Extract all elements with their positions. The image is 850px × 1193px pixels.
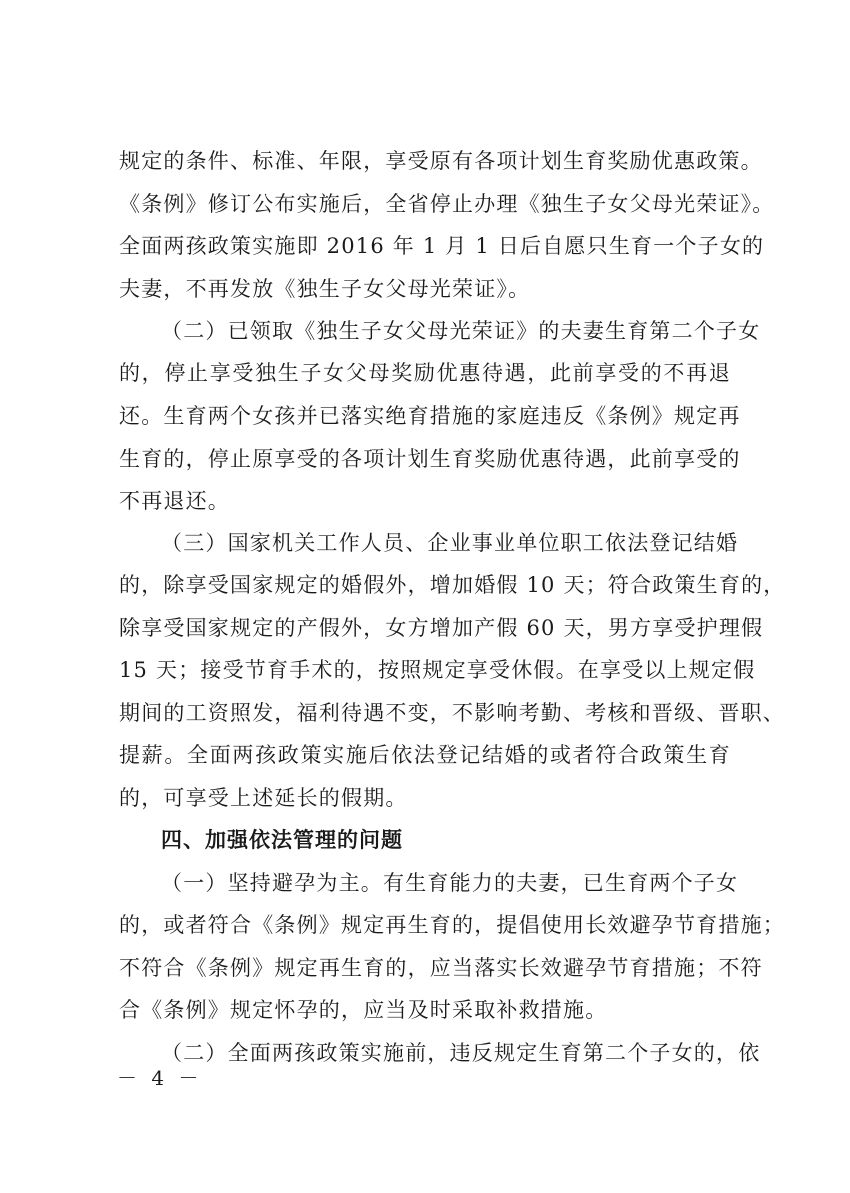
text-line: 还。生育两个女孩并已落实绝育措施的家庭违反《条例》规定再: [119, 404, 741, 428]
text-line: 不再退还。: [119, 489, 230, 513]
text-line: 夫妻，不再发放《独生子女父母光荣证》。: [119, 277, 531, 301]
paragraph-start-line: （一）坚持避孕为主。有生育能力的夫妻，已生育两个子女: [161, 871, 739, 895]
text-line: 《条例》修订公布实施后，全省停止办理《独生子女父母光荣证》。: [119, 192, 775, 216]
text-line: 规定的条件、标准、年限，享受原有各项计划生育奖励优惠政策。: [119, 149, 763, 173]
text-line: 期间的工资照发，福利待遇不变，不影响考勤、考核和晋级、晋职、: [119, 701, 785, 725]
text-line: 生育的，停止原享受的各项计划生育奖励优惠待遇，此前享受的: [119, 447, 741, 471]
text-line: 全面两孩政策实施即 2016 年 1 月 1 日后自愿只生育一个子女的: [119, 234, 765, 258]
text-line: 提薪。全面两孩政策实施后依法登记结婚的或者符合政策生育: [119, 743, 731, 767]
text-line: 的，或者符合《条例》规定再生育的，提倡使用长效避孕节育措施；: [119, 913, 785, 937]
text-line: 的，除享受国家规定的婚假外，增加婚假 10 天；符合政策生育的，: [119, 573, 786, 597]
text-line: 的，可享受上述延长的假期。: [119, 786, 408, 810]
page-number: － 4 －: [117, 1066, 203, 1090]
text-line: 15 天；接受节育手术的，按照规定享受休假。在享受以上规定假: [119, 658, 756, 682]
text-line: 合《条例》规定怀孕的，应当及时采取补救措施。: [119, 998, 608, 1022]
text-line: 不符合《条例》规定再生育的，应当落实长效避孕节育措施；不符: [119, 956, 763, 980]
text-line: 的，停止享受独生子女父母奖励优惠待遇，此前享受的不再退: [119, 361, 731, 385]
paragraph-start-line: （三）国家机关工作人员、企业事业单位职工依法登记结婚: [161, 531, 739, 555]
paragraph-start-line: （二）已领取《独生子女父母光荣证》的夫妻生育第二个子女: [161, 319, 761, 343]
section-heading: 四、加强依法管理的问题: [161, 828, 403, 852]
paragraph-start-line: （二）全面两孩政策实施前，违反规定生育第二个子女的，依: [161, 1041, 761, 1065]
text-line: 除享受国家规定的产假外，女方增加产假 60 天，男方享受护理假: [119, 616, 764, 640]
